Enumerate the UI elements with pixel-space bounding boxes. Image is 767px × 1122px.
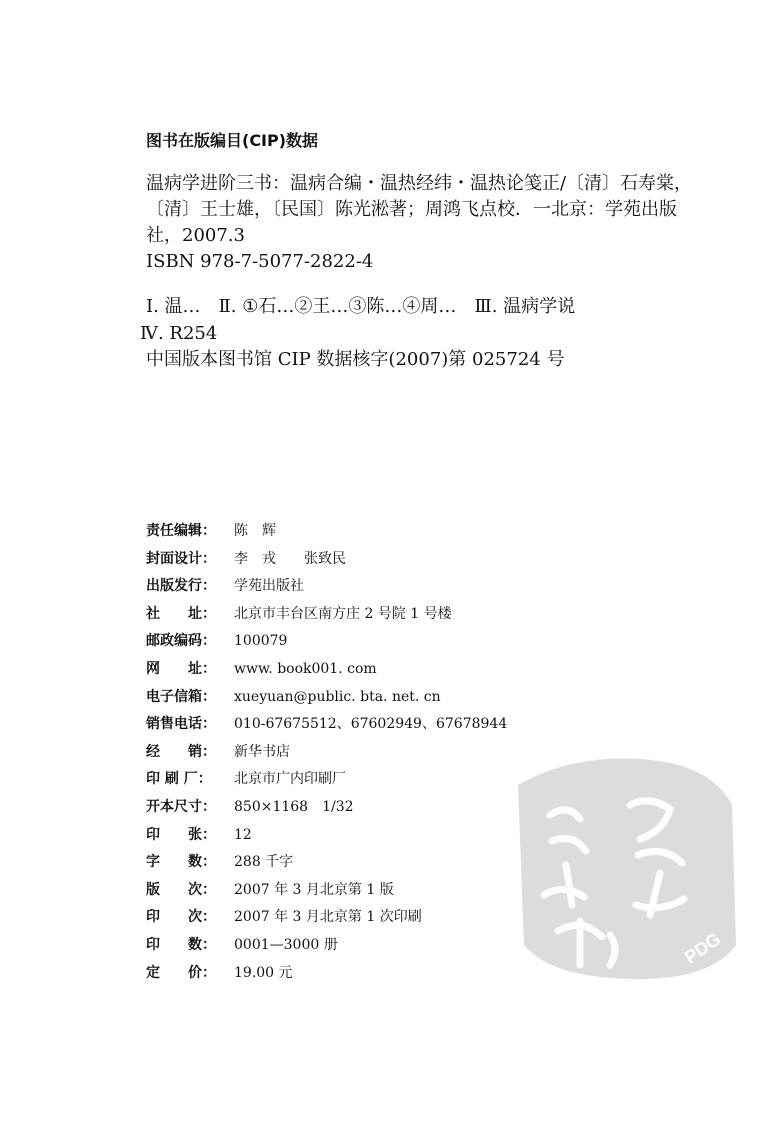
colophon-label: 开本尺寸：: [146, 798, 216, 815]
colophon-label: 社 址：: [146, 605, 216, 622]
colophon-label: 邮政编码：: [146, 633, 216, 650]
colophon-label: 出版发行：: [146, 578, 216, 595]
colophon-label: 网 址：: [146, 660, 216, 677]
colophon-value: 12: [234, 826, 252, 843]
colophon-row: [146, 962, 566, 990]
colophon-label: 销售电话：: [146, 716, 216, 733]
cip-description: 温病学进阶三书：温病合编・温热经纬・温热论笺正/〔清〕石寿棠，〔清〕王士雄，〔民国〕陈光淞著；周鸿飞点校．一北京：学苑出版社，2007.3: [146, 173, 693, 246]
cip-title: 图书在版编目(CIP)数据: [146, 131, 319, 150]
colophon-value: 新华书店: [234, 743, 290, 760]
colophon-row: [146, 824, 566, 852]
classification-line-1: Ⅰ. 温… Ⅱ. ①石…②王…③陈…④周… Ⅲ. 温病学说: [146, 296, 576, 317]
colophon-row: [146, 548, 566, 576]
colophon-list: [146, 520, 566, 989]
colophon-row: [146, 906, 566, 934]
colophon-value: 学苑出版社: [234, 578, 304, 595]
colophon-label: 印 刷 厂：: [146, 771, 212, 788]
colophon-label: 定 价：: [146, 964, 216, 981]
colophon-value: 2007 年 3 月北京第 1 次印刷: [234, 909, 422, 926]
colophon-row: [146, 630, 566, 658]
colophon-value: 100079: [234, 633, 288, 650]
colophon-row: [146, 686, 566, 714]
colophon-row: [146, 520, 566, 548]
colophon-value: 0001—3000 册: [234, 936, 338, 953]
classification: [140, 293, 706, 347]
colophon-label: 印 次：: [146, 909, 216, 926]
colophon-value: 19.00 元: [234, 964, 293, 981]
colophon-value: 李 戎 张致民: [234, 550, 346, 567]
colophon-row: [146, 658, 566, 686]
classification-line-2: Ⅳ. R254: [140, 323, 218, 344]
colophon-value: 850×1168 1/32: [234, 798, 354, 815]
colophon-label: 封面设计：: [146, 550, 216, 567]
colophon-row: [146, 713, 566, 741]
colophon-row: [146, 879, 566, 907]
colophon-row: [146, 934, 566, 962]
colophon-label: 字 数：: [146, 854, 216, 871]
colophon-value: xueyuan@public. bta. net. cn: [234, 688, 441, 705]
colophon-label: 责任编辑：: [146, 523, 216, 539]
colophon-row: [146, 768, 566, 796]
isbn: ISBN 978-7-5077-2822-4: [146, 251, 374, 272]
colophon-label: 版 次：: [146, 881, 216, 898]
colophon-value: 2007 年 3 月北京第 1 版: [234, 881, 394, 898]
colophon-row: [146, 796, 566, 824]
colophon-value: 北京市丰台区南方庄 2 号院 1 号楼: [234, 605, 452, 622]
colophon-value: www. book001. com: [234, 660, 377, 677]
colophon-value: 010-67675512、67602949、67678944: [234, 716, 508, 733]
colophon-value: 陈 辉: [234, 523, 276, 539]
colophon-label: 电子信箱：: [146, 688, 216, 705]
colophon-label: 印 张：: [146, 826, 216, 843]
colophon-row: [146, 603, 566, 631]
cip-block: [140, 128, 706, 373]
colophon-label: 印 数：: [146, 936, 216, 953]
cip-body: [140, 171, 706, 373]
cip-number: 中国版本图书馆 CIP 数据核字(2007)第 025724 号: [146, 349, 565, 370]
colophon-value: 288 千字: [234, 854, 294, 871]
pdg-mark-text: PDG: [680, 928, 725, 968]
colophon-row: [146, 575, 566, 603]
colophon-row: [146, 741, 566, 769]
colophon-row: [146, 851, 566, 879]
pdg-seal-watermark: [510, 745, 740, 985]
colophon-value: 北京市广内印刷厂: [234, 771, 346, 788]
colophon-label: 经 销：: [146, 743, 216, 760]
